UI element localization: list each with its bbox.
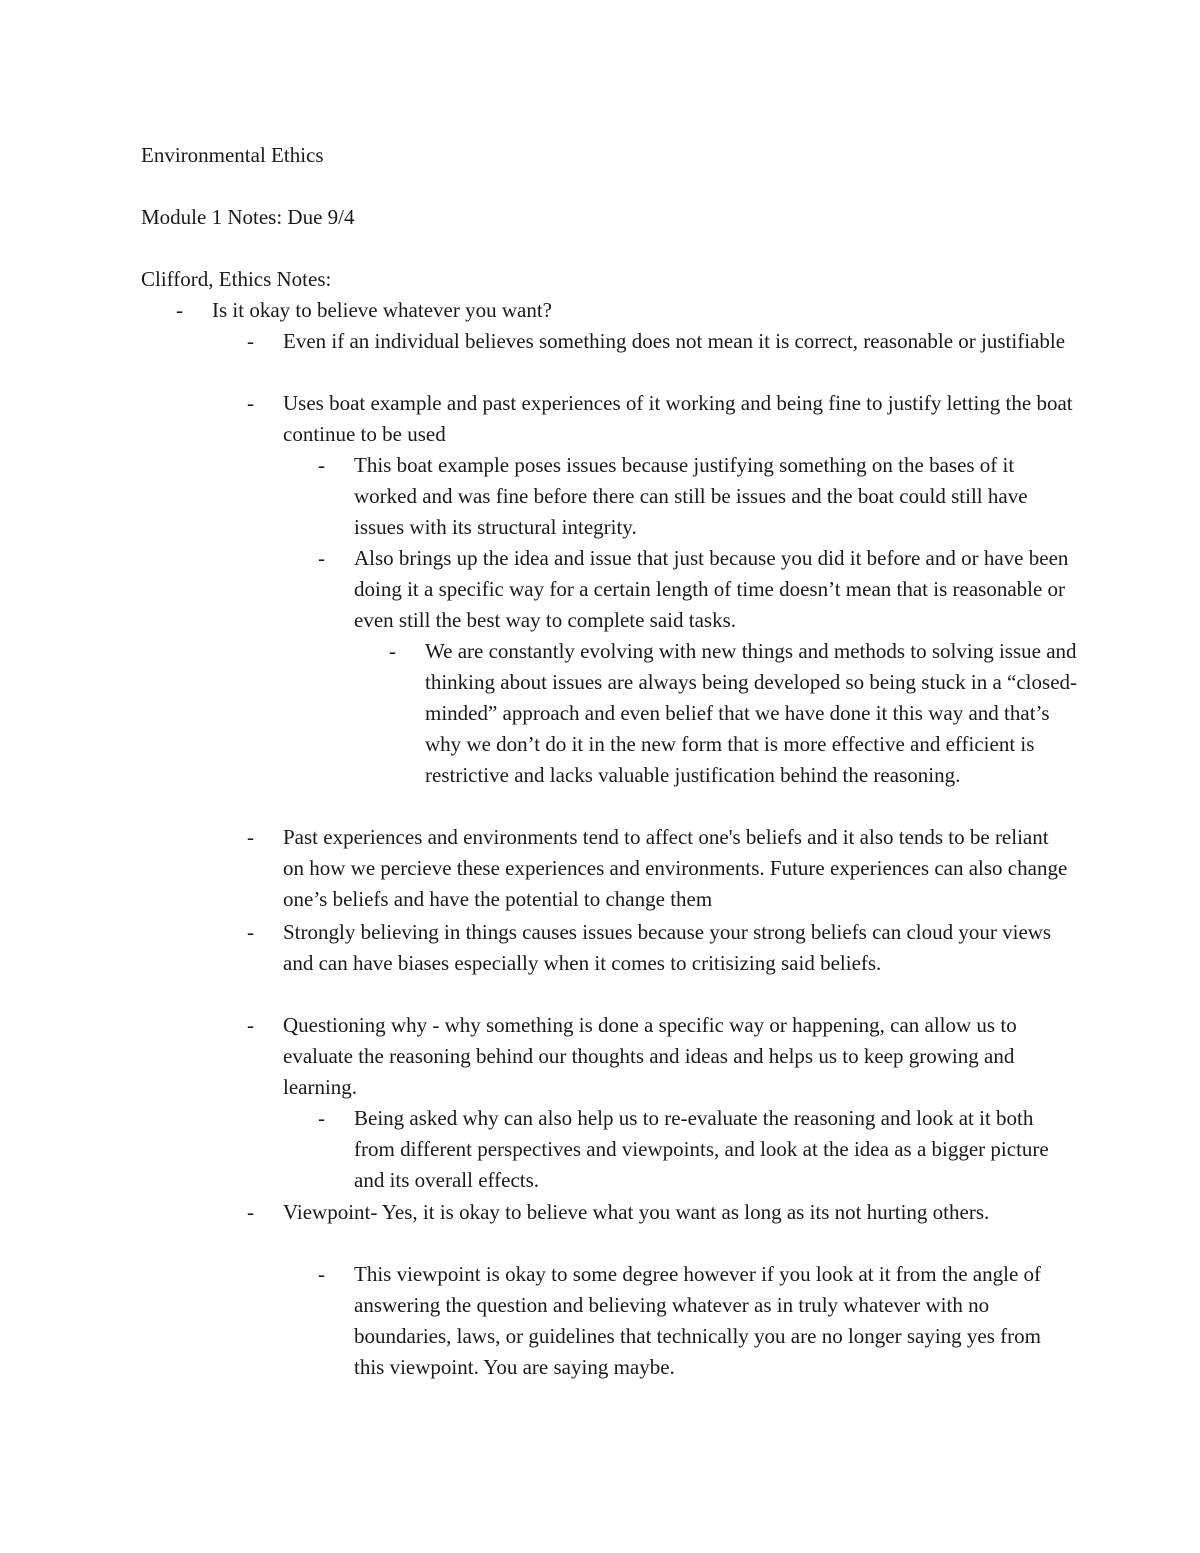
list-item [176,295,1012,326]
list-item-text: Is it okay to believe whatever you want? [212,298,552,322]
module-due-line: Module 1 Notes: Due 9/4 [141,205,355,229]
bullet-dash: - [318,546,325,570]
list-item-text: Uses boat example and past experiences of it working and being fine to justify letting the boat continue to be used [283,391,1073,446]
list-item [247,326,1073,357]
bullet-dash: - [247,329,254,353]
list-item [318,1103,1074,1196]
list-item [389,636,1085,791]
bullet-dash: - [318,1106,325,1130]
bullet-dash: - [247,1200,254,1224]
list-item-text: Viewpoint- Yes, it is okay to believe what you want as long as its not hurting others. [283,1200,990,1224]
list-item-text: This viewpoint is okay to some degree however if you look at it from the angle of answering the question and believing whatever as in truly whatever with no boundaries, laws, or guidelines that technically you are no longer saying yes from this viewpoint. You are saying maybe. [354,1262,1042,1379]
list-item [247,388,1073,450]
bullet-dash: - [247,391,254,415]
list-item [247,1010,1073,1103]
list-item-text: Also brings up the idea and issue that just because you did it before and or have been doing it a specific way for a certain length of time doesn’t mean that is reasonable or even still the best way to complete said tasks. [354,546,1069,632]
list-item-text: Questioning why - why something is done a specific way or happening, can allow us to evaluate the reasoning behind our thoughts and ideas and helps us to keep growing and learning. [283,1013,1017,1099]
bullet-dash: - [318,453,325,477]
bullet-dash: - [176,298,183,322]
list-item [318,1259,1074,1383]
list-item [247,822,1073,915]
list-item-text: Strongly believing in things causes issues because your strong beliefs can cloud your views and can have biases especially when it comes to critisizing said beliefs. [283,920,1052,975]
list-item-text: Being asked why can also help us to re-evaluate the reasoning and look at it both from different perspectives and viewpoints, and look at the idea as a bigger picture and its overall effects. [354,1106,1049,1192]
bullet-dash: - [389,639,396,663]
list-item [318,543,1074,636]
bullet-dash: - [247,920,254,944]
bullet-dash: - [318,1262,325,1286]
list-item-text: Past experiences and environments tend to affect one's beliefs and it also tends to be reliant on how we percieve these experiences and environments. Future experiences can also change one’s beliefs and have the potential to change them [283,825,1068,911]
list-item [247,1197,1073,1228]
list-item-text: Even if an individual believes something does not mean it is correct, reasonable or justifiable [283,329,1066,353]
bullet-dash: - [247,825,254,849]
list-item [318,450,1074,543]
list-item-text: This boat example poses issues because justifying something on the bases of it worked and was fine before there can still be issues and the boat could still have issues with its structural integrity. [354,453,1028,539]
section-heading: Clifford, Ethics Notes: [141,267,332,291]
list-item-text: We are constantly evolving with new things and methods to solving issue and thinking about issues are always being developed so being stuck in a “closed-minded” approach and even belief that we have done it this way and that’s why we don’t do it in the new form that is more effective and efficient is restrictive and lacks valuable justification behind the reasoning. [425,639,1078,787]
list-item [247,917,1073,979]
document-title: Environmental Ethics [141,143,324,167]
bullet-dash: - [247,1013,254,1037]
